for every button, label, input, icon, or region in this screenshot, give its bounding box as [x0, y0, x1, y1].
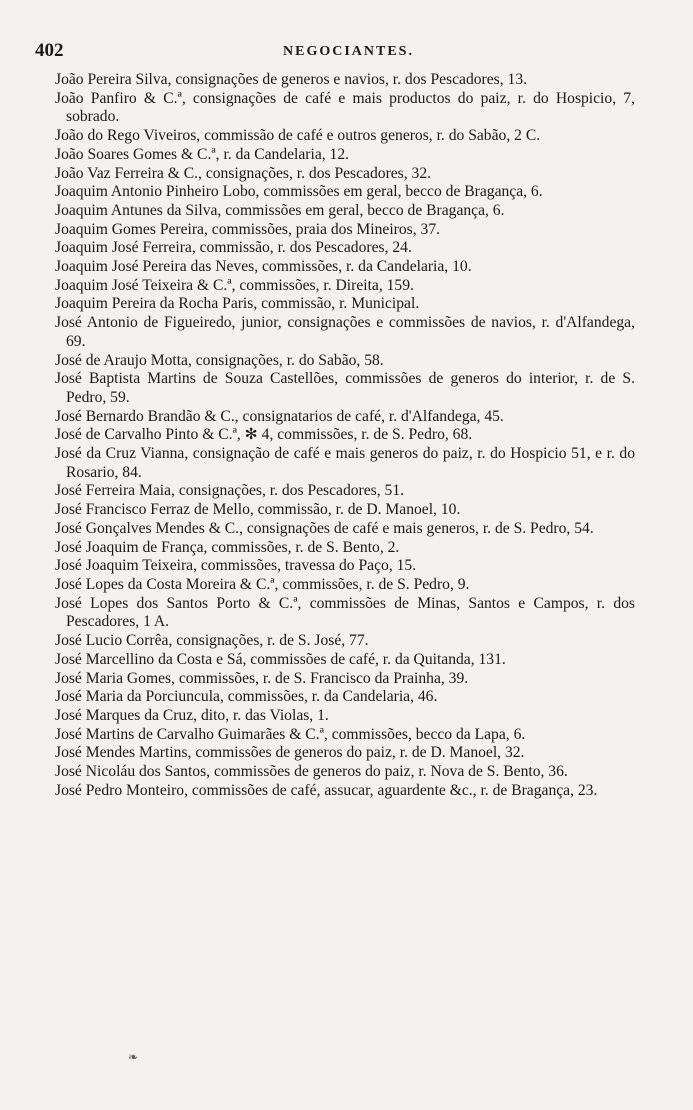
- directory-entry: Joaquim José Pereira das Neves, commissões, r. da Candelaria, 10.: [55, 258, 472, 276]
- directory-entry: José Lucio Corrêa, consignações, r. de S. José, 77.: [55, 632, 369, 650]
- directory-entry: Joaquim Antunes da Silva, commissões em geral, becco de Bragança, 6.: [55, 201, 505, 219]
- directory-entry: José Gonçalves Mendes & C., consignações de café e mais generos, r. de S. Pedro, 54.: [55, 519, 594, 537]
- directory-entry: José Maria Gomes, commissões, r. de S. Francisco da Prainha, 39.: [55, 669, 469, 687]
- directory-entry: João Vaz Ferreira & C., consignações, r. dos Pescadores, 32.: [55, 164, 432, 182]
- directory-entry: José de Araujo Motta, consignações, r. do Sabão, 58.: [55, 351, 384, 369]
- page-number: 402: [35, 40, 64, 61]
- directory-entry: José Francisco Ferraz de Mello, commissão, r. de D. Manoel, 10.: [55, 501, 461, 519]
- page-title: NEGOCIANTES.: [283, 44, 414, 59]
- directory-entry: José Joaquim Teixeira, commissões, travessa do Paço, 15.: [55, 557, 417, 575]
- directory-entry: João Pereira Silva, consignações de generos e navios, r. dos Pescadores, 13.: [55, 71, 528, 88]
- directory-entry: José Lopes da Costa Moreira & C.ª, commissões, r. de S. Pedro, 9.: [55, 575, 470, 593]
- directory-entry: José Pedro Monteiro, commissões de café, assucar, aguardente &c., r. de Bragança, 23.: [55, 781, 598, 799]
- directory-entry: Joaquim Antonio Pinheiro Lobo, commissões em geral, becco de Bragança, 6.: [55, 183, 543, 201]
- directory-entry: José Bernardo Brandão & C., consignatarios de café, r. d'Alfandega, 45.: [55, 407, 504, 425]
- directory-entry: João do Rego Viveiros, commissão de café e outros generos, r. do Sabão, 2 C.: [55, 127, 541, 145]
- directory-entry: José Joaquim de França, commissões, r. de S. Bento, 2.: [55, 538, 400, 556]
- ornament-mark: ❧: [128, 1050, 139, 1064]
- page-header: [35, 38, 645, 64]
- directory-entry: José de Carvalho Pinto & C.ª, ✻ 4, commissões, r. de S. Pedro, 68.: [55, 426, 473, 444]
- directory-entry: José Mendes Martins, commissões de generos do paiz, r. de D. Manoel, 32.: [55, 744, 525, 762]
- directory-entry: João Panfiro & C.ª, consignações de café e mais productos do paiz, r. do Hospicio, 7, sobrado.: [55, 89, 635, 126]
- directory-entry: João Soares Gomes & C.ª, r. da Candelaria, 12.: [55, 145, 350, 163]
- directory-entry: Joaquim Gomes Pereira, commissões, praia dos Mineiros, 37.: [55, 220, 441, 238]
- directory-entry: José Ferreira Maia, consignações, r. dos Pescadores, 51.: [55, 482, 405, 500]
- directory-entry: José Lopes dos Santos Porto & C.ª, commissões de Minas, Santos e Campos, r. dos Pescadores, 1 A.: [55, 594, 635, 631]
- directory-entry: José da Cruz Vianna, consignação de café e mais generos do paiz, r. do Hospicio 51, e r. do Rosario, 84.: [55, 445, 635, 481]
- directory-entry: Joaquim José Ferreira, commissão, r. dos Pescadores, 24.: [55, 239, 412, 257]
- directory-entry: José Marques da Cruz, dito, r. das Violas, 1.: [55, 706, 329, 724]
- directory-entry: José Antonio de Figueiredo, junior, consignações e commissões de navios, r. d'Alfandega, 69.: [55, 314, 635, 350]
- directory-entry: José Nicoláu dos Santos, commissões de generos do paiz, r. Nova de S. Bento, 36.: [55, 763, 568, 781]
- directory-entry: José Marcellino da Costa e Sá, commissões de café, r. da Quitanda, 131.: [55, 650, 506, 668]
- directory-entry-list: [55, 71, 635, 800]
- directory-entry: José Baptista Martins de Souza Castellões, commissões de generos do interior, r. de S. Pedro, 59.: [55, 370, 635, 406]
- directory-entry: José Maria da Porciuncula, commissões, r. da Candelaria, 46.: [55, 688, 438, 706]
- directory-entry: Joaquim José Teixeira & C.ª, commissões, r. Direita, 159.: [55, 276, 414, 294]
- directory-entry: José Martins de Carvalho Guimarães & C.ª, commissões, becco da Lapa, 6.: [55, 725, 526, 743]
- directory-entry: Joaquim Pereira da Rocha Paris, commissão, r. Municipal.: [55, 295, 420, 313]
